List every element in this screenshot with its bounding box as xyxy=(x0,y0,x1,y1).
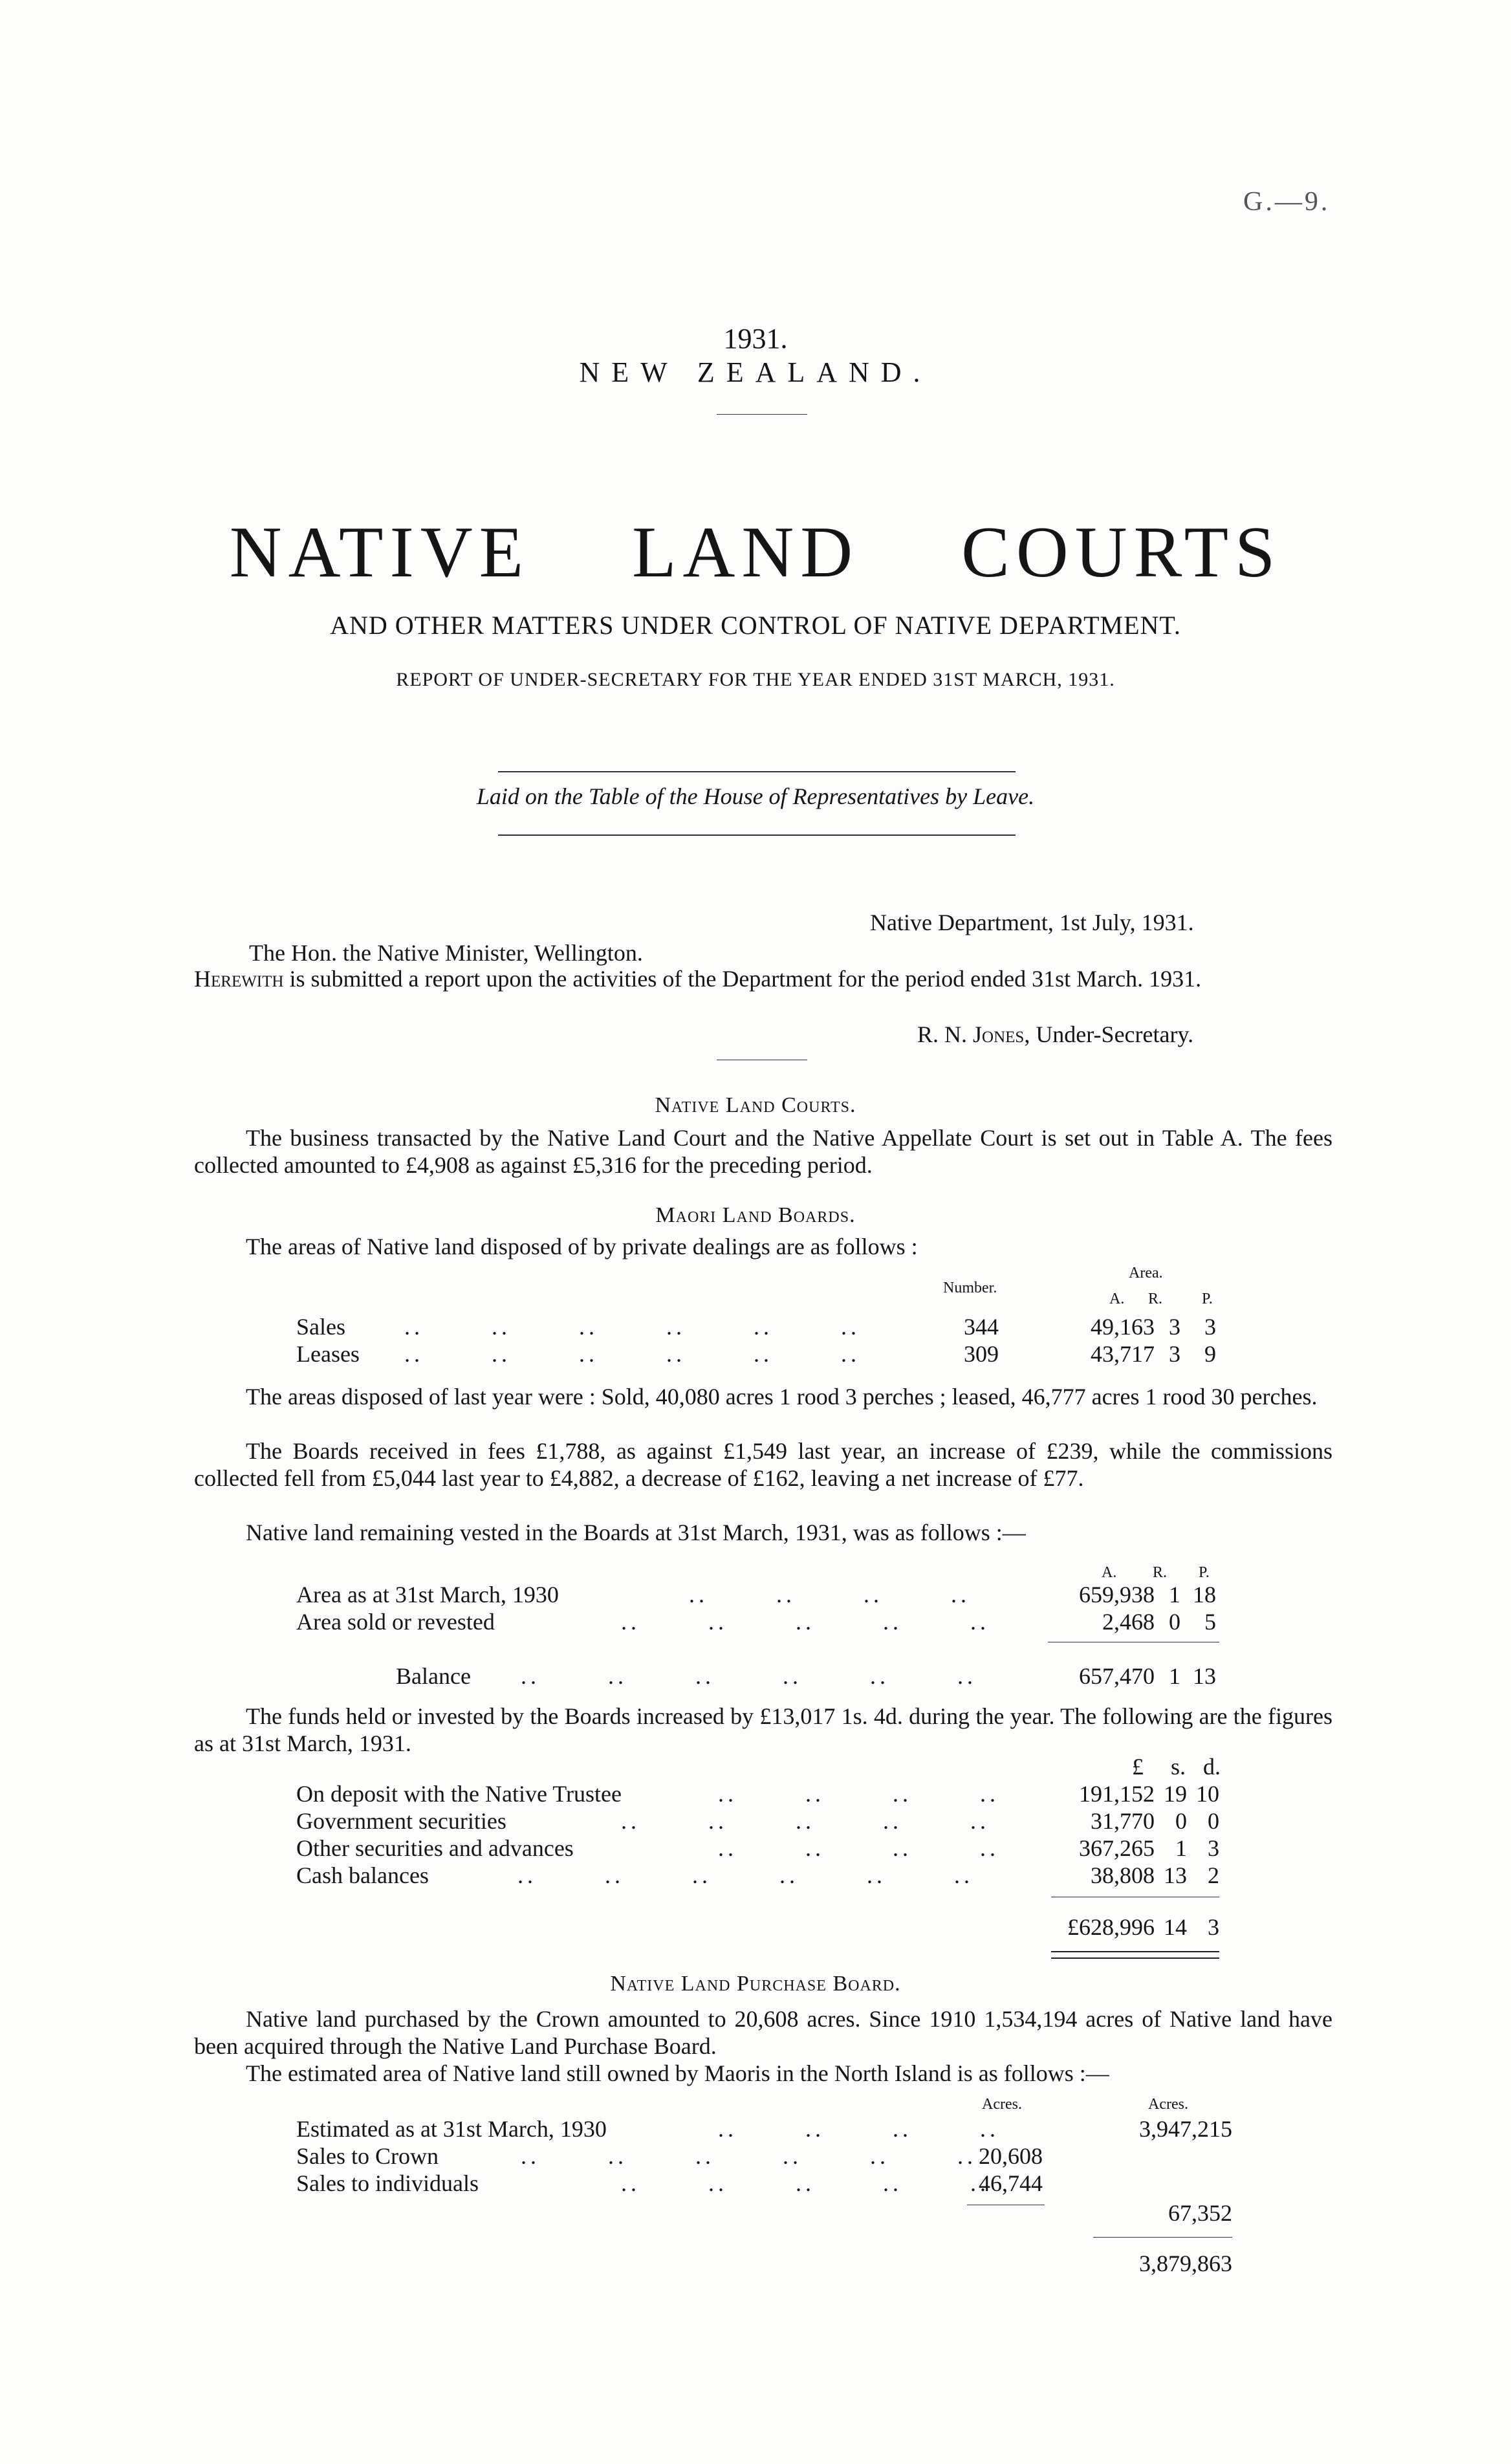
table-cell-pence: 0 xyxy=(1208,1808,1219,1834)
table-cell-perches: 13 xyxy=(1193,1663,1216,1689)
table-cell-acres: 20,608 xyxy=(979,2143,1043,2169)
purchase-subtotal: 67,352 xyxy=(1168,2200,1232,2226)
signature-title: , Under-Secretary. xyxy=(1024,1021,1194,1047)
signature xyxy=(917,1021,1193,1048)
table-cell-roods: 0 xyxy=(1169,1609,1180,1635)
col-r: R. xyxy=(1148,1291,1163,1307)
col-area: Area. xyxy=(1129,1265,1163,1281)
table-row-label: Sales to Crown xyxy=(296,2143,439,2169)
purchase-total: 3,879,863 xyxy=(1139,2251,1232,2276)
table-cell-roods: 1 xyxy=(1169,1582,1180,1608)
table-cell-shillings: 1 xyxy=(1175,1835,1187,1861)
col-number: Number. xyxy=(943,1280,997,1296)
table-cell-perches: 9 xyxy=(1204,1341,1216,1367)
main-title: NATIVE LAND COURTS xyxy=(229,512,1282,593)
col-acres: Acres. xyxy=(1148,2096,1188,2113)
table-cell-acres: 657,470 xyxy=(1079,1663,1155,1689)
col-r: R. xyxy=(1153,1564,1168,1581)
funds-intro: The funds held or invested by the Boards increased by £13,017 1s. 4d. during the year. The following are the figures as at 31st March, 1931. xyxy=(194,1703,1332,1756)
table-row-label: Sales xyxy=(296,1314,345,1340)
funds-total-shillings: 14 xyxy=(1164,1914,1187,1940)
purchase-board-text: Native land purchased by the Crown amounted to 20,608 acres. Since 1910 1,534,194 acres of Native land have been acquired through the Native Land Purchase Board. xyxy=(194,2006,1332,2059)
col-p: P. xyxy=(1199,1564,1210,1581)
table-row-label: Leases xyxy=(296,1341,360,1367)
report-line: REPORT OF UNDER-SECRETARY FOR THE YEAR ENDED 31ST MARCH, 1931. xyxy=(396,669,1115,690)
table-cell-roods: 1 xyxy=(1169,1663,1180,1689)
table-cell-pounds: 367,265 xyxy=(1079,1835,1155,1861)
col-acres: Acres. xyxy=(982,2096,1022,2113)
table-cell-pounds: 31,770 xyxy=(1091,1808,1155,1834)
table-cell-pounds: 191,152 xyxy=(1079,1781,1155,1807)
letter-body-lead: Herewith xyxy=(194,966,284,992)
section-heading-purchase-board: Native Land Purchase Board. xyxy=(610,1972,901,1996)
section-heading-land-courts: Native Land Courts. xyxy=(655,1093,856,1117)
table-row-label: Estimated as at 31st March, 1930 xyxy=(296,2116,607,2142)
table-cell-acres: 659,938 xyxy=(1079,1582,1155,1608)
laid-on-table-line: Laid on the Table of the House of Representatives by Leave. xyxy=(476,783,1035,809)
page-code: G.—9. xyxy=(1243,187,1331,217)
table-cell-acres-total: 3,947,215 xyxy=(1139,2116,1232,2142)
divider xyxy=(498,834,1016,836)
table-row-label: Sales to individuals xyxy=(296,2170,479,2196)
col-p: P. xyxy=(1202,1291,1213,1307)
fees-text: The Boards received in fees £1,788, as against £1,549 last year, an increase of £239, while the commissions collected fell from £5,044 last year to £4,882, a decrease of £162, leaving a net increase of £77. xyxy=(194,1438,1332,1491)
col-shillings: s. xyxy=(1171,1754,1186,1780)
table-cell-perches: 5 xyxy=(1204,1609,1216,1635)
table-cell-pence: 10 xyxy=(1196,1781,1219,1807)
signature-name: R. N. Jones xyxy=(917,1021,1025,1047)
letter-body-rest: is submitted a report upon the activities of the Department for the period ended 31st March. 1931. xyxy=(283,966,1202,992)
vested-intro: Native land remaining vested in the Boards at 31st March, 1931, was as follows :— xyxy=(246,1520,1026,1545)
letter-addressee: The Hon. the Native Minister, Wellington. xyxy=(249,940,643,966)
maori-boards-intro: The areas of Native land disposed of by private dealings are as follows : xyxy=(246,1234,918,1259)
table-cell-acres: 2,468 xyxy=(1102,1609,1155,1635)
col-a: A. xyxy=(1102,1564,1117,1581)
leader-dots: .. .. .. .. .. .. xyxy=(521,1663,977,1689)
country-name: NEW ZEALAND. xyxy=(579,356,932,388)
letter-body xyxy=(194,965,1332,992)
table-row-label: Government securities xyxy=(296,1808,506,1834)
table-cell-roods: 3 xyxy=(1169,1341,1180,1367)
leader-dots: .. .. .. .. .. xyxy=(621,1808,990,1834)
purchase-board-estimate-intro: The estimated area of Native land still owned by Maoris in the North Island is as follows :— xyxy=(246,2060,1109,2086)
table-cell-acres: 43,717 xyxy=(1091,1341,1155,1367)
table-row-label: Area as at 31st March, 1930 xyxy=(296,1582,559,1608)
leader-dots: .. .. .. .. .. .. xyxy=(521,2143,977,2169)
funds-total-pounds: £628,996 xyxy=(1067,1914,1155,1940)
letter-date-line: Native Department, 1st July, 1931. xyxy=(870,910,1194,935)
col-pence: d. xyxy=(1203,1754,1221,1780)
leader-dots: .. .. .. .. .. xyxy=(621,2170,990,2196)
table-cell-shillings: 0 xyxy=(1175,1808,1187,1834)
table-cell-pence: 3 xyxy=(1208,1835,1219,1861)
leader-dots: .. .. .. .. .. xyxy=(621,1609,990,1635)
land-courts-text: The business transacted by the Native Land Court and the Native Appellate Court is set out in Table A. The fees collected amounted to £4,908 as against £5,316 for the preceding period. xyxy=(194,1125,1332,1178)
table-row-label: On deposit with the Native Trustee xyxy=(296,1781,622,1807)
table-cell-number: 344 xyxy=(964,1314,999,1340)
table-cell-acres: 46,744 xyxy=(979,2170,1043,2196)
leader-dots: .. .. .. .. xyxy=(718,2116,999,2142)
leader-dots: .. .. .. .. xyxy=(718,1835,999,1861)
leader-dots: .. .. .. .. xyxy=(718,1781,999,1807)
col-pound: £ xyxy=(1132,1754,1144,1780)
funds-total-pence: 3 xyxy=(1208,1914,1219,1940)
table-cell-perches: 18 xyxy=(1193,1582,1216,1608)
sum-rule xyxy=(1093,2237,1232,2238)
table-cell-shillings: 19 xyxy=(1164,1781,1187,1807)
divider xyxy=(717,414,807,415)
table-cell-number: 309 xyxy=(964,1341,999,1367)
table-row-label: Cash balances xyxy=(296,1862,429,1888)
table-cell-pence: 2 xyxy=(1208,1862,1219,1888)
leader-dots: .. .. .. .. .. .. xyxy=(404,1341,860,1367)
leader-dots: .. .. .. .. .. .. xyxy=(517,1862,973,1888)
col-a: A. xyxy=(1109,1291,1125,1307)
subtitle: AND OTHER MATTERS UNDER CONTROL OF NATIVE DEPARTMENT. xyxy=(330,611,1181,640)
leader-dots: .. .. .. .. .. .. xyxy=(404,1314,860,1340)
table-cell-acres: 49,163 xyxy=(1091,1314,1155,1340)
table-row-label: Area sold or revested xyxy=(296,1609,495,1635)
section-heading-maori-boards: Maori Land Boards. xyxy=(655,1203,856,1227)
total-double-rule xyxy=(1051,1951,1219,1959)
table-row-label: Other securities and advances xyxy=(296,1835,574,1861)
table-cell-pounds: 38,808 xyxy=(1091,1862,1155,1888)
table-row-label: Balance xyxy=(396,1663,471,1689)
table-cell-perches: 3 xyxy=(1204,1314,1216,1340)
last-year-text: The areas disposed of last year were : Sold, 40,080 acres 1 rood 3 perches ; leased, 46,777 acres 1 rood 30 perches. xyxy=(246,1384,1318,1410)
table-cell-roods: 3 xyxy=(1169,1314,1180,1340)
divider xyxy=(498,771,1016,772)
document-year: 1931. xyxy=(723,323,788,354)
table-cell-shillings: 13 xyxy=(1164,1862,1187,1888)
leader-dots: .. .. .. .. xyxy=(689,1582,970,1608)
